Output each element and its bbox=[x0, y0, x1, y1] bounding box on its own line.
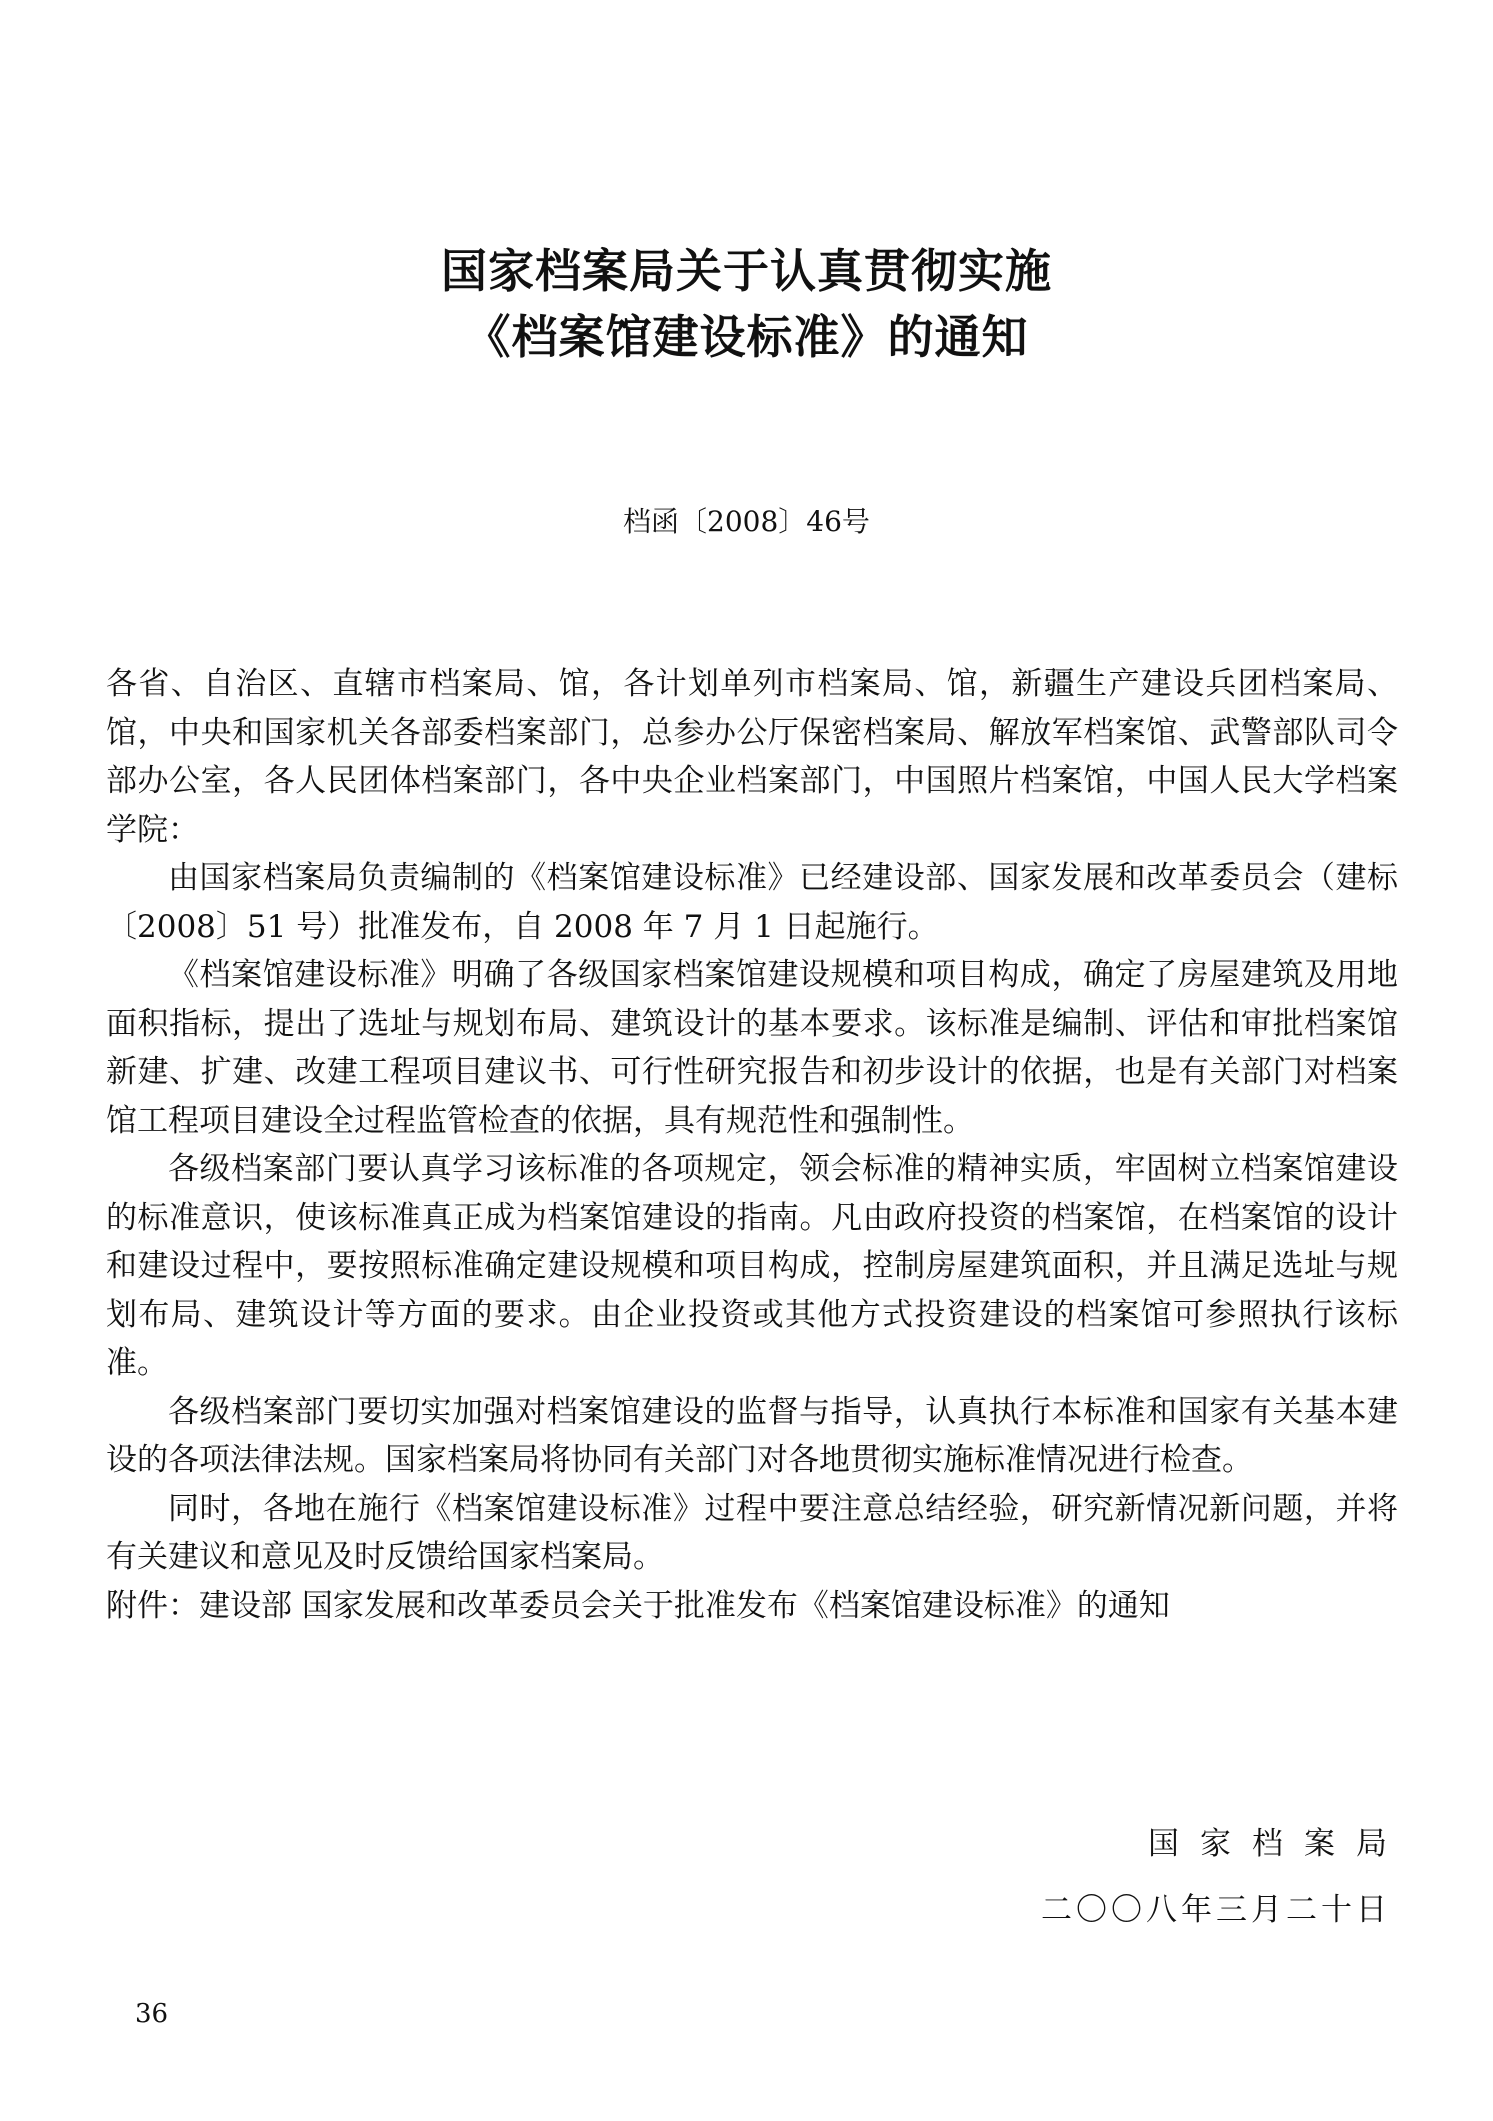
paragraph-5: 同时，各地在施行《档案馆建设标准》过程中要注意总结经验，研究新情况新问题，并将有关建议和意见及时反馈给国家档案局。 bbox=[106, 1490, 1398, 1575]
title-line-2: 《档案馆建设标准》的通知 bbox=[464, 310, 1029, 364]
page-number: 36 bbox=[135, 1999, 169, 2029]
salutation: 各省、自治区、直辖市档案局、馆，各计划单列市档案局、馆，新疆生产建设兵团档案局、馆，中央和国家机关各部委档案部门，总参办公厅保密档案局、解放军档案馆、武警部队司令部办公室，各人民团体档案部门，各中央企业档案部门，中国照片档案馆，中国人民大学档案学院： bbox=[106, 666, 1398, 848]
paragraph-4: 各级档案部门要切实加强对档案馆建设的监督与指导，认真执行本标准和国家有关基本建设的各项法律法规。国家档案局将协同有关部门对各地贯彻实施标准情况进行检查。 bbox=[106, 1393, 1398, 1478]
issue-date: 二〇〇八年三月二十日 bbox=[1041, 1892, 1391, 1928]
document-number: 档函〔2008〕46号 bbox=[623, 505, 870, 538]
paragraph-2: 《档案馆建设标准》明确了各级国家档案馆建设规模和项目构成，确定了房屋建筑及用地面积指标，提出了选址与规划布局、建筑设计的基本要求。该标准是编制、评估和审批档案馆新建、扩建、改建工程项目建议书、可行性研究报告和初步设计的依据，也是有关部门对档案馆工程项目建设全过程监管检查的依据，具有规范性和强制性。 bbox=[106, 957, 1398, 1139]
document-body bbox=[106, 660, 1398, 1630]
attachment-note: 附件：建设部 国家发展和改革委员会关于批准发布《档案馆建设标准》的通知 bbox=[106, 1587, 1170, 1624]
paragraph-1: 由国家档案局负责编制的《档案馆建设标准》已经建设部、国家发展和改革委员会（建标〔2008〕51 号）批准发布，自 2008 年 7 月 1 日起施行。 bbox=[106, 860, 1398, 945]
title-line-1: 国家档案局关于认真贯彻实施 bbox=[441, 244, 1052, 298]
issuer-signature: 国家档案局 bbox=[1148, 1826, 1408, 1862]
paragraph-3: 各级档案部门要认真学习该标准的各项规定，领会标准的精神实质，牢固树立档案馆建设的标准意识，使该标准真正成为档案馆建设的指南。凡由政府投资的档案馆，在档案馆的设计和建设过程中，要按照标准确定建设规模和项目构成，控制房屋建筑面积，并且满足选址与规划布局、建筑设计等方面的要求。由企业投资或其他方式投资建设的档案馆可参照执行该标准。 bbox=[106, 1151, 1398, 1381]
document-title bbox=[0, 238, 1493, 370]
